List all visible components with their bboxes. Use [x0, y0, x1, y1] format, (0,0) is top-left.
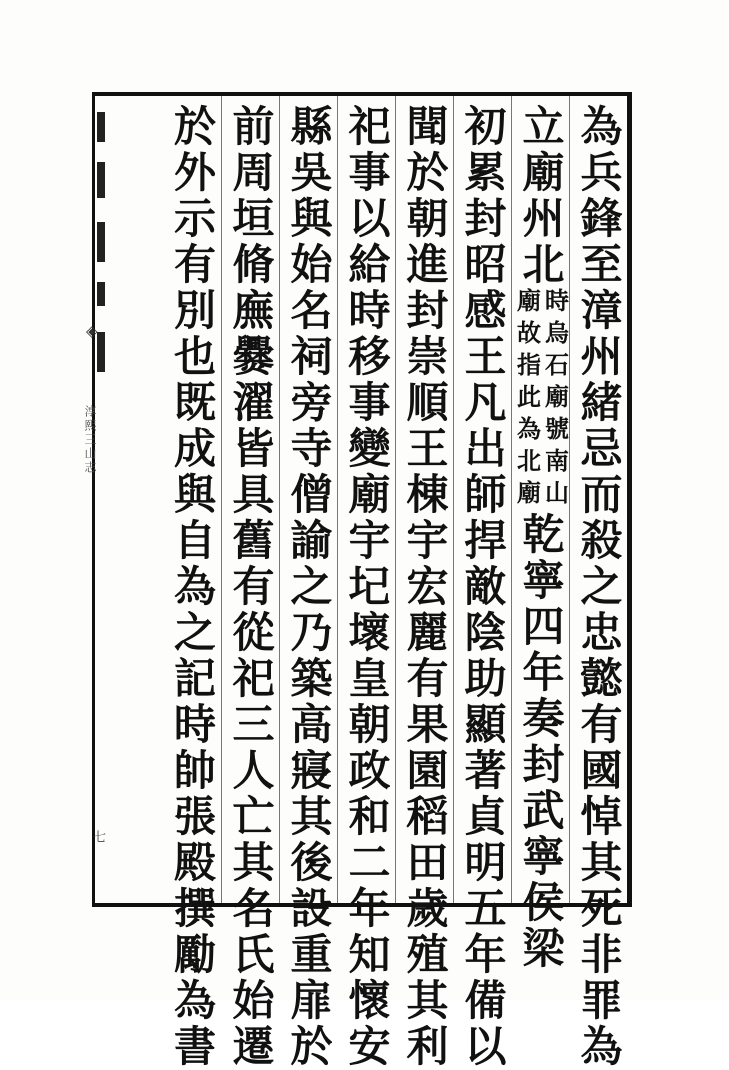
fold-mark-icon: ◈ — [86, 322, 98, 340]
column-4-text: 聞於朝進封崇順王棟宇宏麗有果園稻田歲殖其利 — [400, 104, 450, 1070]
column-8-text: 於外示有別也既成與自為之記時帥張殿撰勵為書 — [168, 104, 217, 1070]
book-title-margin: 淳熙三山志 — [83, 405, 97, 475]
column-8 — [163, 96, 221, 1070]
column-2-tail: 乾寧四年奏封武寧侯梁 — [516, 512, 566, 972]
page-number: 七 — [90, 830, 105, 843]
text-columns — [108, 96, 627, 1070]
column-2-head: 立廟州北 — [516, 104, 566, 288]
column-6 — [279, 96, 337, 1070]
column-3-text: 初累封昭感王凡出師捍敵陰助顯著貞明五年備以 — [458, 104, 508, 1070]
column-2-annotation — [514, 288, 568, 512]
column-4 — [395, 96, 453, 1070]
column-1 — [569, 96, 627, 1070]
column-5-text: 祀事以給時移事變廟宇圮壞皇朝政和二年知懷安 — [342, 104, 392, 1070]
column-7 — [221, 96, 279, 1070]
column-3 — [453, 96, 511, 1070]
annotation-line-left: 廟故指此為北廟 — [512, 288, 542, 512]
column-5 — [337, 96, 395, 1070]
column-1-text: 為兵鋒至漳州緒忌而殺之忠懿有國悼其死非罪為 — [574, 104, 624, 1070]
column-6-text: 縣吳與始名祠旁寺僧諭之乃築高寢其後設重扉於 — [284, 104, 334, 1070]
column-7-text: 前周垣脩廡爨濯皆具舊有從祀三人亡其名氏始遷 — [226, 104, 276, 1070]
column-2 — [511, 96, 570, 972]
annotation-line-right: 時烏石廟號南山 — [540, 288, 570, 512]
